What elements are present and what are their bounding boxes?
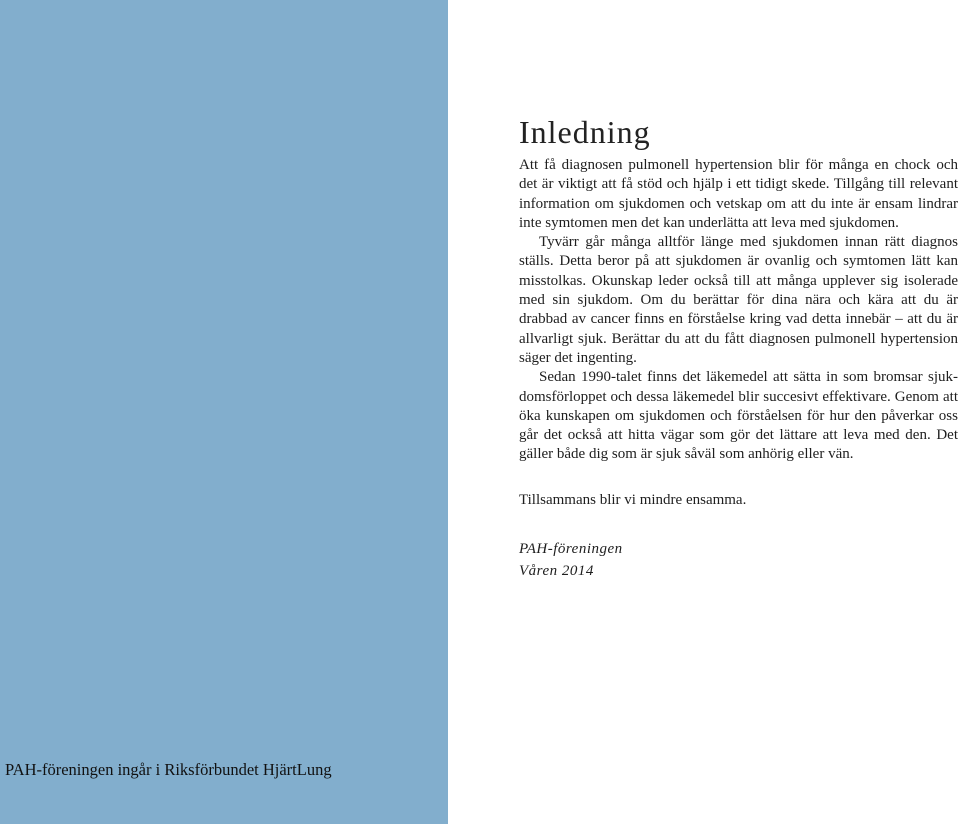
footer-note: PAH-föreningen ingår i Riksförbundet HjärtLung: [5, 760, 332, 779]
paragraph-3: Sedan 1990-talet finns det läkemedel att sätta in som bromsar sjukdomsförloppet och dessa läkemedel blir succesivt effektivare. Genom att öka kunskapen om sjukdomen och förståelsen för hur den påverkar oss går det också att hitta vägar som gör det lättare att leva med den. Det gäller både dig som är sjuk såväl som anhörig eller vän.: [519, 369, 958, 463]
signature-date: Våren 2014: [519, 562, 594, 579]
closing-line: Tillsammans blir vi mindre ensamma.: [519, 491, 747, 508]
left-cover-panel: [0, 0, 448, 824]
intro-page: [519, 112, 958, 582]
signature: [519, 538, 958, 582]
paragraph-1: Att få diagnosen pulmonell hypertension blir för många en chock och det är viktigt att få stöd och hjälp i ett tidigt skede. Tillgång till relevant information om sjukdomen och vetskap om att du inte är ensam lindrar inte symtomen men det kan underlätta att leva med sjukdomen.: [519, 157, 958, 231]
signature-organization: PAH-föreningen: [519, 540, 623, 557]
page-heading: Inledning: [519, 114, 651, 150]
paragraph-2: Tyvärr går många alltför länge med sjukdomen innan rätt diagnos ställs. Detta beror på att sjukdomen är ovanlig och symtomen lätt kan misstolkas. Okunskap leder också till att många upplever sig isolerade med sin sjukdom. Om du berättar för dina nära och kära att du är drabbad av cancer finns en förståelse kring vad detta innebär – att du är allvarligt sjuk. Berättar du att du fått diagnosen pulmonell hypertension säger det ingenting.: [519, 234, 958, 366]
body-text: [519, 156, 958, 465]
